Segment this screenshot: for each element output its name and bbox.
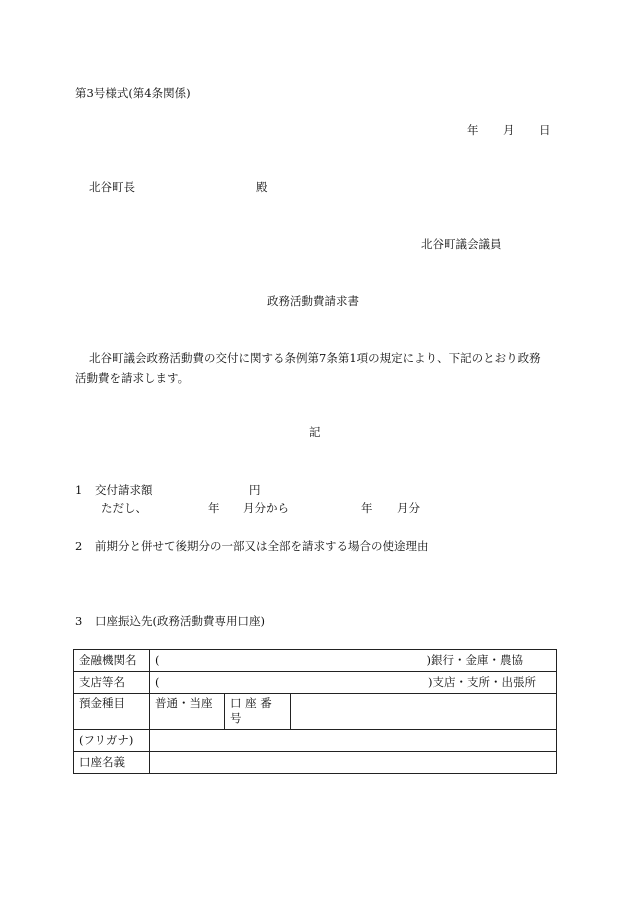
account-number-label-line1: 口 座 番	[230, 696, 272, 710]
furigana-row	[74, 730, 557, 752]
addressee-name: 北谷町長	[89, 180, 135, 194]
deposit-type-label: 預金種目	[74, 694, 150, 730]
body-text-line1: 北谷町議会政務活動費の交付に関する条例第7条第1項の規定により、下記のとおり政務	[89, 351, 541, 365]
bank-account-table	[73, 649, 557, 774]
deposit-type-options[interactable]: 普通・当座	[150, 694, 225, 730]
institution-label: 金融機関名	[74, 650, 150, 672]
item1-proviso: ただし、	[101, 501, 147, 515]
item1-year2: 年	[361, 501, 373, 515]
item3-text: 口座振込先(政務活動費専用口座)	[95, 614, 265, 628]
item1-month-from: 月分から	[243, 501, 289, 515]
holder-label: 口座名義	[74, 752, 150, 774]
item3-number: 3	[75, 614, 83, 628]
holder-row	[74, 752, 557, 774]
date-day: 日	[539, 123, 551, 137]
item2-number: 2	[75, 539, 83, 553]
sender: 北谷町議会議員	[421, 237, 502, 251]
branch-close: )支店・支所・出張所	[428, 675, 536, 689]
branch-label: 支店等名	[74, 672, 150, 694]
deposit-type-row	[74, 694, 557, 730]
institution-close: )銀行・金庫・農協	[426, 653, 523, 667]
date-year: 年	[467, 123, 479, 137]
account-number-field[interactable]	[291, 694, 557, 730]
item1-month-to: 月分	[397, 501, 420, 515]
form-number: 第3号様式(第4条関係)	[75, 86, 191, 100]
institution-open: (	[155, 653, 160, 667]
addressee-honorific: 殿	[256, 180, 268, 194]
account-number-label	[225, 694, 291, 730]
account-number-label-line2: 号	[230, 711, 242, 725]
item1-unit: 円	[249, 483, 261, 497]
document-title: 政務活動費請求書	[267, 294, 359, 308]
furigana-field[interactable]	[150, 730, 557, 752]
ki-heading: 記	[309, 425, 321, 439]
date-month: 月	[503, 123, 515, 137]
body-text-line2: 活動費を請求します。	[75, 371, 190, 385]
item2-text: 前期分と併せて後期分の一部又は全部を請求する場合の使途理由	[95, 539, 429, 553]
holder-field[interactable]	[150, 752, 557, 774]
institution-row	[74, 650, 557, 672]
furigana-label: (フリガナ)	[74, 730, 150, 752]
branch-row	[74, 672, 557, 694]
item1-number: 1	[75, 483, 83, 497]
branch-field[interactable]	[150, 672, 557, 694]
branch-open: (	[155, 675, 160, 689]
item1-year1: 年	[208, 501, 220, 515]
item1-label: 交付請求額	[95, 483, 153, 497]
institution-field[interactable]	[150, 650, 557, 672]
